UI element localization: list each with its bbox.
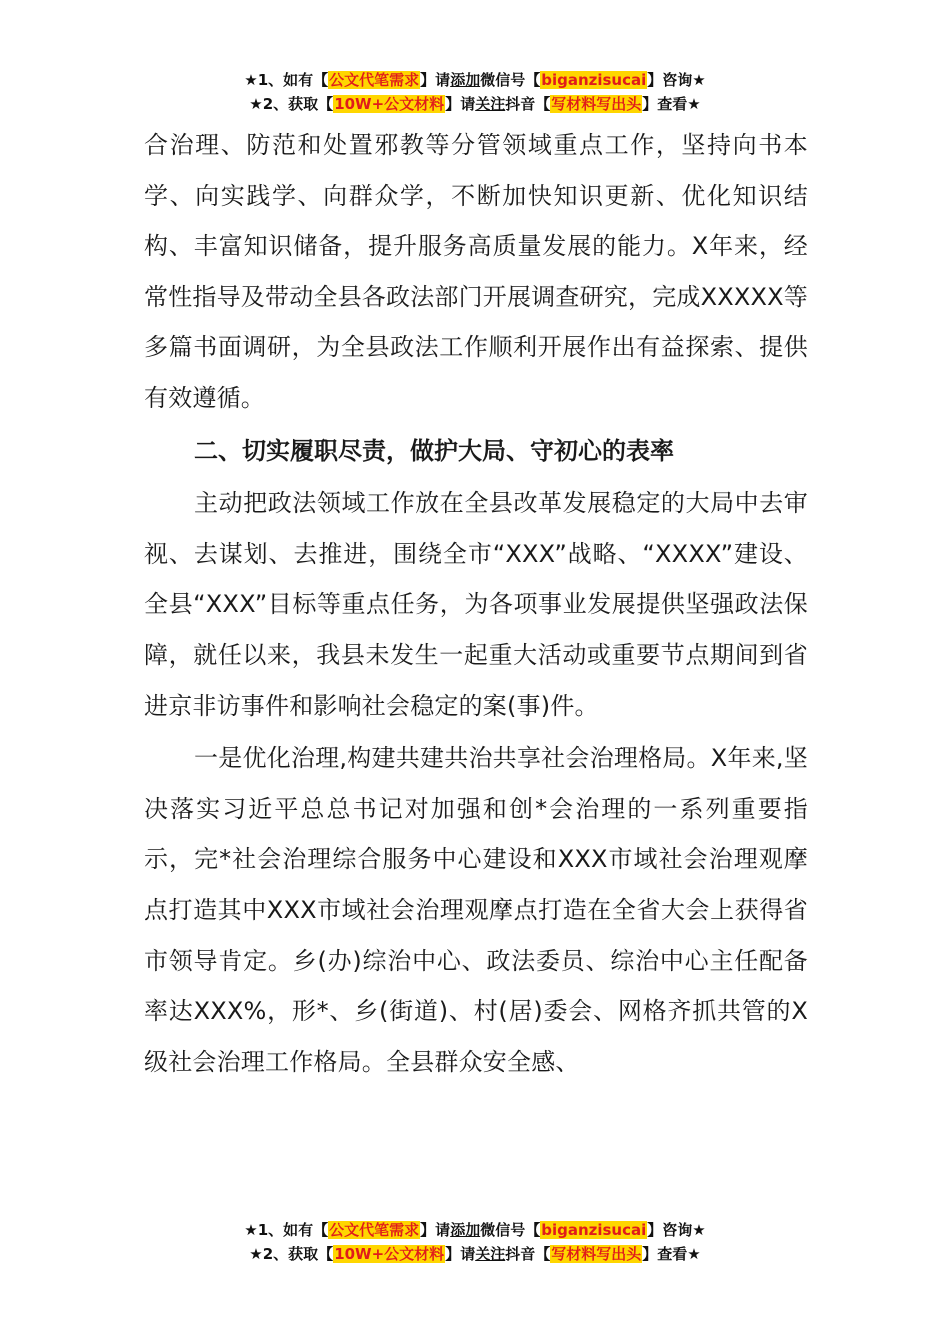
banner-text: 】查看★ [642,1245,701,1263]
banner-text: 抖音【 [505,1245,551,1263]
underlined-text: 关注 [475,95,506,113]
banner-text: ★1、如有【 [244,71,329,89]
paragraph-1: 合治理、防范和处置邪教等分管领域重点工作，坚持向书本学、向实践学、向群众学，不断加快知识更新、优化知识结构、丰富知识储备，提升服务高质量发展的能力。X年来，经常性指导及带动全县各政法部门开展调查研究，完成XXXXX等多篇书面调研，为全县政法工作顺利开展作出有益探索、提供有效遵循。 [144,131,809,412]
banner-line-1 [0,1218,950,1242]
banner-text: ★1、如有【 [244,1221,329,1239]
underlined-text: 添加 [450,71,481,89]
banner-text: 抖音【 [505,95,551,113]
highlight-text: biganzisucai [541,71,647,89]
banner-line-2 [0,1242,950,1266]
banner-text: 微信号【 [480,1221,541,1239]
banner-text: 】请 [445,1245,476,1263]
document-body [144,120,808,1087]
banner-text: 】请 [445,95,476,113]
underlined-text: 关注 [475,1245,506,1263]
section-heading-2: 二、切实履职尽责，做护大局、守初心的表率 [194,436,674,465]
underlined-text: 添加 [450,1221,481,1239]
highlight-text: biganzisucai [541,1221,647,1239]
banner-text: 】请 [420,1221,451,1239]
banner-line-2 [0,92,950,116]
highlight-text: 公文代笔需求 [329,1221,420,1239]
banner-text: 】查看★ [642,95,701,113]
banner-text: ★2、获取【 [249,95,334,113]
bottom-banner [0,1218,950,1266]
banner-text: 】咨询★ [647,71,706,89]
highlight-text: 写材料写出头 [551,95,642,113]
banner-line-1 [0,68,950,92]
banner-text: 】咨询★ [647,1221,706,1239]
paragraph-3: 一是优化治理,构建共建共治共享社会治理格局。X年来,坚决落实习近平总总书记对加强和创*会治理的一系列重要指示，完*社会治理综合服务中心建设和XXX市域社会治理观摩点打造其中XXX市域社会治理观摩点打造在全省大会上获得省市领导肯定。乡(办)综治中心、政法委员、综治中心主任配备率达XXX%，形*、乡(街道)、村(居)委会、网格齐抓共管的X级社会治理工作格局。全县群众安全感、 [144,744,808,1076]
top-banner [0,68,950,116]
banner-text: ★2、获取【 [249,1245,334,1263]
highlight-text: 公文代笔需求 [329,71,420,89]
highlight-text: 写材料写出头 [551,1245,642,1263]
paragraph-2: 主动把政法领域工作放在全县改革发展稳定的大局中去审视、去谋划、去推进，围绕全市“XXX”战略、“XXXX”建设、全县“XXX”目标等重点任务，为各项事业发展提供坚强政法保障，就任以来，我县未发生一起重大活动或重要节点期间到省进京非访事件和影响社会稳定的案(事)件。 [144,489,808,720]
banner-text: 】请 [420,71,451,89]
highlight-text: 10W+公文材料 [334,95,445,113]
highlight-text: 10W+公文材料 [334,1245,445,1263]
banner-text: 微信号【 [480,71,541,89]
